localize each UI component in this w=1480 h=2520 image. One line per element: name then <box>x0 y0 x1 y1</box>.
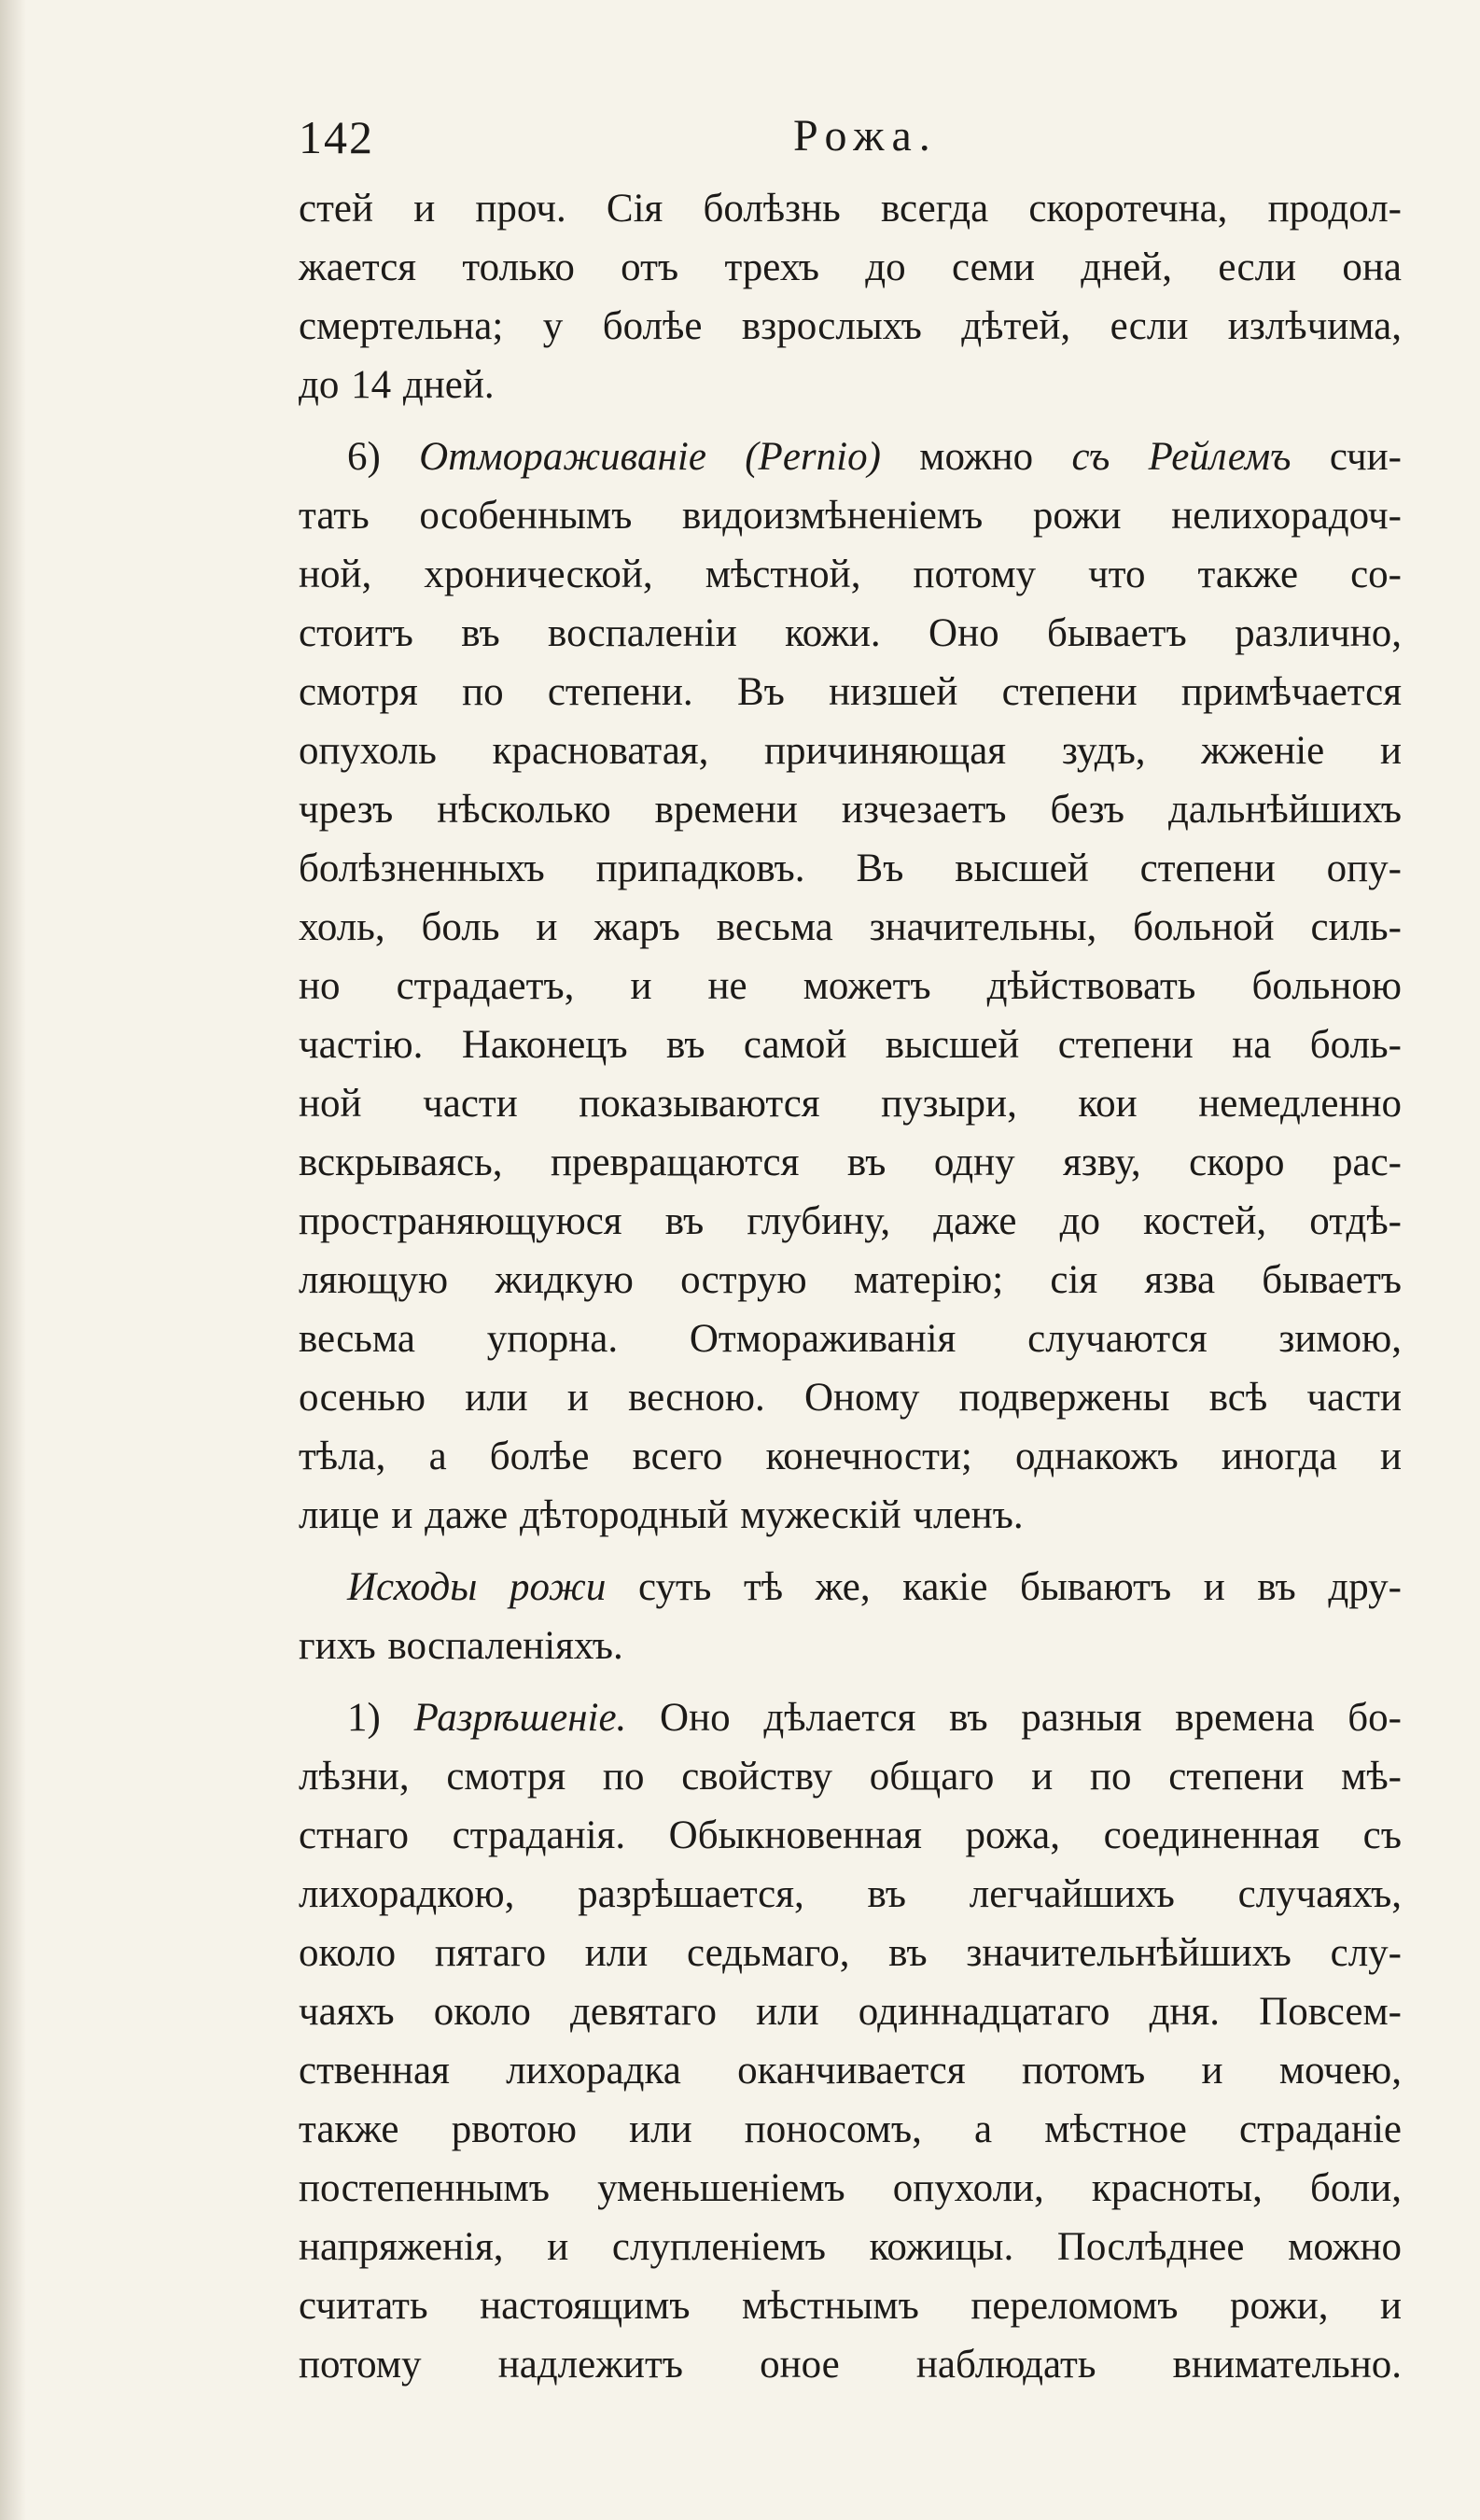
text-line: до 14 дней. <box>299 363 495 407</box>
text-line: стей и проч. Сія болѣзнь всегда скоротечна, продол- <box>299 187 1402 231</box>
text-line: стнаго страданія. Обыкновенная рожа, соединенная съ <box>299 1813 1402 1857</box>
italic-term: Исходы рожи <box>347 1565 607 1609</box>
text-line: вскрываясь, превращаются въ одну язву, скоро рас- <box>299 1141 1402 1184</box>
body-text <box>299 179 1402 2394</box>
text-line: ной, хронической, мѣстной, потому что также со- <box>299 553 1402 596</box>
paragraph <box>299 1558 1402 1675</box>
text-line: также рвотою или поносомъ, а мѣстное страданіе <box>299 2107 1402 2151</box>
text-line: ной части показываются пузыри, кои немедленно <box>299 1082 1402 1126</box>
text-line: Исходы рожи суть тѣ же, какіе бываютъ и въ дру- <box>347 1565 1402 1609</box>
paragraph <box>299 427 1402 1545</box>
text-line: чрезъ нѣсколько времени изчезаетъ безъ дальнѣйшихъ <box>299 788 1402 832</box>
text-line: чаяхъ около девятаго или одиннадцатаго дня. Повсем- <box>299 1990 1402 2034</box>
text-line: тѣла, а болѣе всего конечности; однакожъ иногда и <box>299 1435 1402 1478</box>
text-line: ляющую жидкую острую матерію; сія язва бываетъ <box>299 1258 1402 1302</box>
text-line: частію. Наконецъ въ самой высшей степени на боль- <box>299 1023 1402 1067</box>
text-line: пространяющуюся въ глубину, даже до костей, отдѣ- <box>299 1199 1402 1243</box>
text-line: болѣзненныхъ припадковъ. Въ высшей степени опу- <box>299 847 1402 890</box>
paragraph-gap <box>299 414 1402 427</box>
text-line: лице и даже дѣтородный мужескій членъ. <box>299 1493 1024 1537</box>
text-line: постепеннымъ уменьшеніемъ опухоли, красноты, боли, <box>299 2166 1402 2210</box>
page-header <box>299 110 1400 175</box>
text-line: 1) Разрѣшеніе. Оно дѣлается въ разныя времена бо- <box>347 1696 1402 1740</box>
paragraph <box>299 1688 1402 2394</box>
text-line: осенью или и весною. Оному подвержены всѣ части <box>299 1376 1402 1420</box>
text-line: ственная лихорадка оканчивается потомъ и мочею, <box>299 2049 1402 2093</box>
binding-edge <box>0 0 26 2520</box>
text-line: жается только отъ трехъ до семи дней, если она <box>299 245 1402 289</box>
italic-term: съ Рейлемъ <box>1071 435 1292 479</box>
text-line: тать особеннымъ видоизмѣненіемъ рожи нелихорадоч- <box>299 494 1402 538</box>
text-line: лѣзни, смотря по свойству общаго и по степени мѣ- <box>299 1755 1402 1799</box>
italic-term: Отмораживаніе (Pernio) <box>419 435 881 479</box>
page-number: 142 <box>299 111 374 163</box>
text-line: напряженія, и слупленіемъ кожицы. Послѣднее можно <box>299 2225 1402 2269</box>
text-line: стоитъ въ воспаленіи кожи. Оно бываетъ различно, <box>299 611 1402 655</box>
paragraph-gap <box>299 1545 1402 1558</box>
text-line: гихъ воспаленіяхъ. <box>299 1624 623 1668</box>
running-title: Рожа. <box>793 111 938 161</box>
text-line: потому надлежитъ оное наблюдать внимательно. <box>299 2343 1402 2387</box>
paragraph <box>299 179 1402 414</box>
italic-term: Разрѣшеніе. <box>413 1696 627 1740</box>
text-line: но страдаетъ, и не можетъ дѣйствовать больною <box>299 964 1402 1008</box>
text-line: лихорадкою, разрѣшается, въ легчайшихъ случаяхъ, <box>299 1872 1402 1916</box>
text-line: 6) Отмораживаніе (Pernio) можно съ Рейлемъ счи- <box>347 435 1403 479</box>
paragraph-gap <box>299 1675 1402 1688</box>
text-line: около пятаго или седьмаго, въ значительнѣйшихъ слу- <box>299 1931 1402 1975</box>
text-line: весьма упорна. Отмораживанія случаются зимою, <box>299 1317 1402 1361</box>
text-line: смотря по степени. Въ низшей степени примѣчается <box>299 670 1402 714</box>
text-line: опухоль красноватая, причиняющая зудъ, жженіе и <box>299 729 1402 773</box>
text-line: смертельна; у болѣе взрослыхъ дѣтей, если излѣчима, <box>299 304 1402 348</box>
text-line: холь, боль и жаръ весьма значительны, больной силь- <box>299 905 1402 949</box>
text-line: считать настоящимъ мѣстнымъ переломомъ рожи, и <box>299 2284 1402 2328</box>
